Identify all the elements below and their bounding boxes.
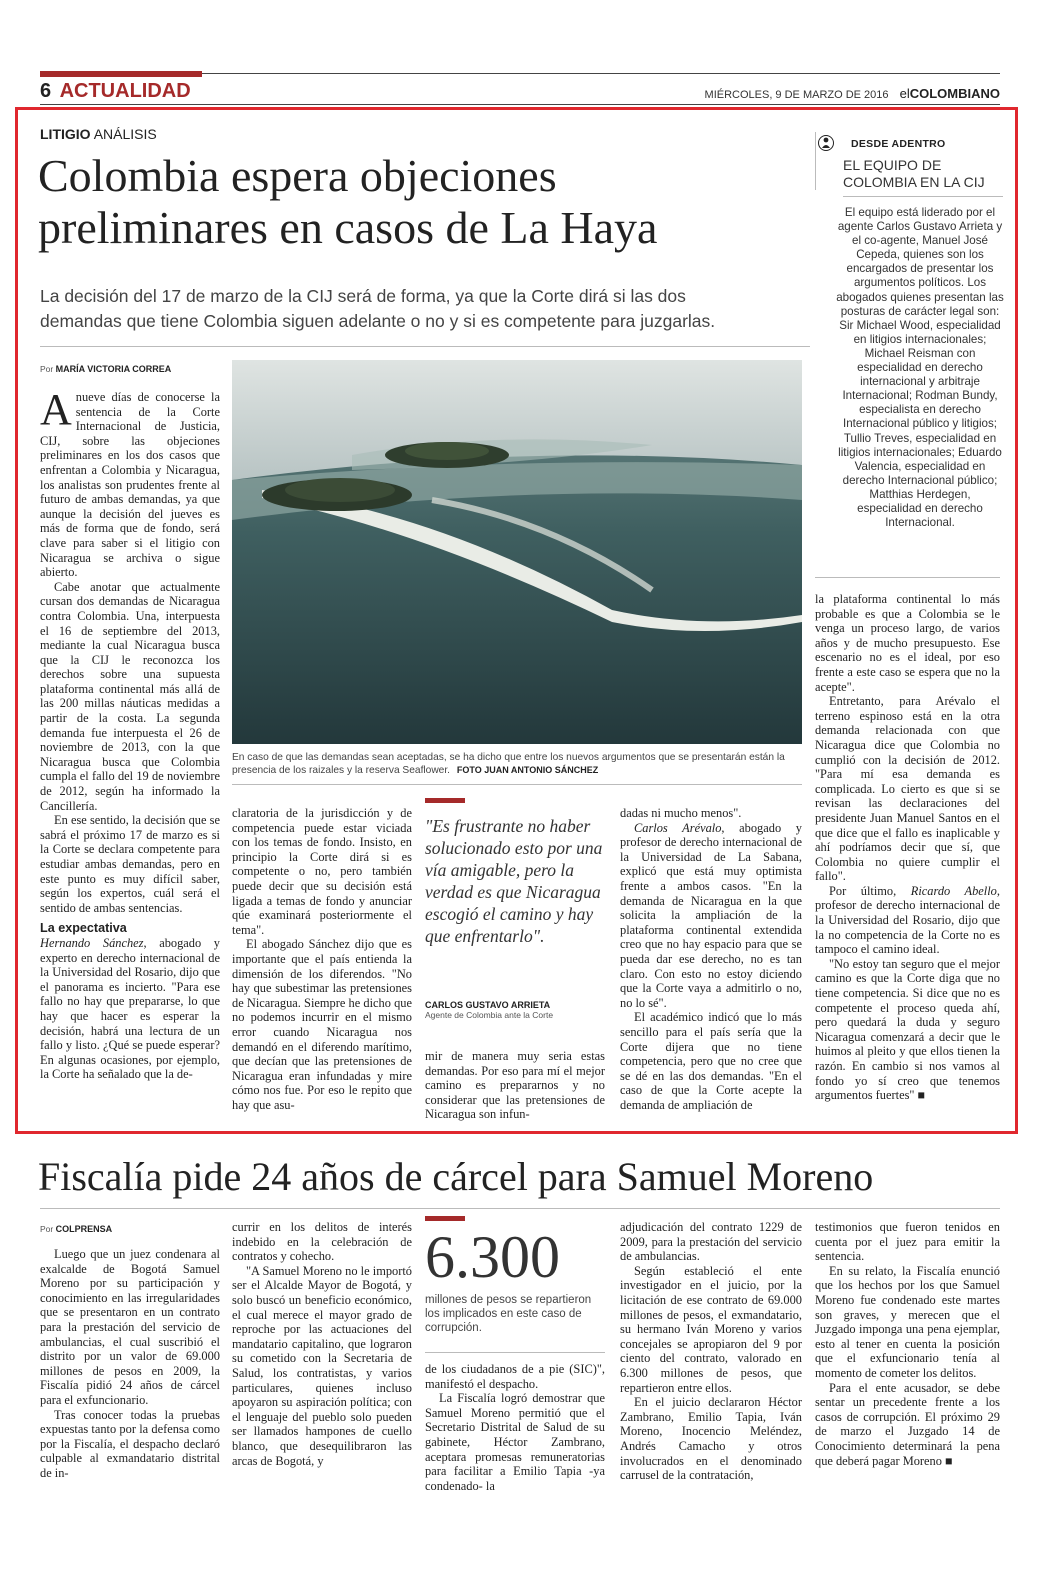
- brand-prefix: el: [899, 86, 910, 101]
- section-name: ACTUALIDAD: [59, 80, 191, 102]
- header-red-rule: [40, 71, 202, 77]
- island-photo: [232, 360, 802, 744]
- photo-caption: En caso de que las demandas sean aceptadas, se ha dicho que entre los nuevos argumentos que se presentarán están la presencia de los raizales y la reserva Seaflower. FOTO JUAN ANTONIO SÁNCHEZ: [232, 752, 785, 776]
- article-deck: La decisión del 17 de marzo de la CIJ será de forma, ya que la Corte dirá si las dos demandas que tiene Colombia siguen adelante o no y si es competente para juzgarlas.: [40, 286, 716, 331]
- header-thin-rule: [202, 73, 1000, 74]
- quote-attribution: [425, 1000, 605, 1020]
- article1-column-3: mir de manera muy seria estas demandas. Por eso para mí el mejor camino es prepararnos y no considerar que las pretensiones de Nicaragua son infun-: [425, 1049, 605, 1122]
- subhead-expectativa: La expectativa: [40, 921, 127, 936]
- sidebar-vertical-rule: [815, 132, 816, 190]
- article2-column-4: adjudicación del contrato 1229 de 2009, para la prestación del servicio de ambulancias. Según estableció el ente investigador en el juicio, por la licitación de ese contrato de 69.000 millones de pesos, el exmandatario, su hermano Iván Moreno y varios concejales se apropiaron del 9 por ciento del contrato, valorado en 6.300 millones de pesos, que repartieron entre ellos. En el juicio declararon Héctor Zambrano, Emilio Tapia, Iván Moreno, Inocencio Meléndez, Andrés Camacho y otros involucrados en el denominado carrusel de la contratación,: [620, 1220, 802, 1483]
- stat-number: 6.300: [425, 1224, 560, 1290]
- article2-column-2: currir en los delitos de interés indebido en la celebración de contratos y cohecho. "A Samuel Moreno no le importó ser el Alcalde Mayor de Bogotá, y solo buscó un beneficio económico, el cual merece el mayor grado de reproche por las actuaciones del mandatario capitalino, que lograron su cometido con la Secretaria de Salud, los contratistas, y varios particulares, quienes incluso apoyaron su aspiración política; con el lenguaje del pueblo solo pueden ser llamados hampones de cuello blanco, que desequilibraron las arcas de Bogotá, y: [232, 1220, 412, 1468]
- person-icon: [818, 133, 834, 153]
- issue-date: MIÉRCOLES, 9 DE MARZO DE 2016: [704, 89, 889, 101]
- stat-caption: millones de pesos se repartieron los implicados en este caso de corrupción.: [425, 1294, 592, 1334]
- page-header: [40, 80, 1000, 104]
- article2-headline: Fiscalía pide 24 años de cárcel para Samuel Moreno: [38, 1154, 874, 1199]
- article1-column-1: Anueve días de conocerse la sentencia de la Corte Internacional de Justicia, CIJ, sobre las objeciones preliminares en los dos casos que enfrentan a Colombia y Nicaragua, los analistas son prudentes frente al futuro de ambas demandas, ya que aunque la decisión del jueves es más de forma que de fondo, será clave para saber si el litigio con Nicaragua se archiva o sigue abierto. Cabe anotar que actualmente cursan dos demandas de Nicaragua contra Colombia. Una, interpuesta el 16 de septiembre del 2013, mediante la cual Nicaragua busca que la CIJ le reconozca los derechos sobre una supuesta plataforma continental más allá de las 200 millas náuticas medidas a partir de la costa. La segunda demanda fue interpuesta el 26 de noviembre de 2013, con la que Nicaragua busca que Colombia cumpla el fallo del 19 de noviembre de 2012, según ha informado la Cancillería. En ese sentido, la decisión que se sabrá el próximo 17 de marzo es si la Corte se declara competente para estudiar ambas demandas, pero en este punto es muy difícil saber, según los expertos, cuál será el sentido de ambas sentencias. La expectativa Hernando Sánchez, abogado y experto en derecho internacional de la Universidad del Rosario, dijo que el panorama es incierto. "Para ese fallo no hay que prepararse, lo que hay que hacer es esperar la decisión, habrá una lectura de un fallo y listo. ¿Qué se puede esperar? En algunas ocasiones, por ejemplo, la Corte ha señalado que la de-: [40, 390, 220, 1082]
- deck-rule: [40, 346, 810, 347]
- article2-headline-rule: [40, 1208, 1000, 1209]
- sidebar-title: EL EQUIPO DE COLOMBIA EN LA CIJ: [843, 157, 985, 190]
- article2-column-5: testimonios que fueron tenidos en cuenta por el juez para emitir la sentencia. En su relato, la Fiscalía enunció que los hechos por los que Samuel Moreno fue condenado este martes son graves, y merecen que el Juzgado imponga una pena ejemplar, esto al tener en cuenta la posición que el exfuncionario tenía al momento de cometer los delitos. Para el ente acusador, se debe sentar un precedente frente a los casos de corrupción. El próximo 29 de marzo el Juzgado 14 de Conocimiento determinará la pena que deberá pagar Moreno ■: [815, 1220, 1000, 1468]
- header-bottom-rule: [40, 104, 1000, 105]
- article1-column-4: dadas ni mucho menos". Carlos Arévalo, abogado y profesor de derecho internacional de la Universidad de La Sabana, explicó que está muy optimista frente a ambos casos. "En la demanda de Nicaragua en la que solicita la ampliación de la plataforma continental extendida creo que no hay espacio para que se pueda dar ese derecho, no es tan claro. Con esto no estoy diciendo que la Corte vaya a admitirlo o no, no lo sé". El académico indicó que lo más sencillo para el país sería que la Corte dijera que no tiene competencia, pero que no cree que se dé en las dos demandas. "En el caso de que la Corte acepte la demanda de ampliación de: [620, 806, 802, 1112]
- stat-bottom-rule: [425, 1352, 605, 1353]
- photo-credit: FOTO JUAN ANTONIO SÁNCHEZ: [456, 765, 599, 775]
- page-number: 6: [40, 80, 52, 102]
- article-headline: Colombia espera objeciones preliminares en casos de La Haya: [38, 150, 658, 253]
- article2-byline: Por COLPRENSA: [40, 1224, 113, 1234]
- caption-rule: [232, 784, 802, 785]
- pull-quote: "Es frustrante no haber solucionado esto por una vía amigable, pero la verdad es que Nicaragua escogió el camino y hay que enfrentarlo".: [425, 816, 603, 946]
- quote-author: CARLOS GUSTAVO ARRIETA: [425, 1000, 551, 1010]
- sidebar-body: El equipo está liderado por el agente Carlos Gustavo Arrieta y el co-agente, Manuel José Cepeda, quienes son los encargados de presentar los argumentos políticos. Los abogados quienes presentan las posturas de carácter legal son: Sir Michael Wood, especialidad en litigios internacionales; Michael Reisman con especialidad en derecho internacional y arbitraje Internacional; Rodman Bundy, especialista en derecho Internacional público y litigios; Tullio Treves, especialidad en litigios internacionales; Eduardo Valencia, especialidad en derecho Internacional público; Matthias Herdegen, especialidad en derecho Internacional.: [836, 206, 1004, 530]
- article2-column-3: de los ciudadanos de a pie (SIC)", manifestó el despacho. La Fiscalía logró demostrar que Samuel Moreno permitió que el Secretario Distrital de Salud de su gabinete, Héctor Zambrano, aceptara promesas remuneratorias para facilitar a Emilio Tapia -ya condenado- la: [425, 1362, 605, 1493]
- brand-name: COLOMBIANO: [909, 86, 1000, 101]
- byline: Por MARÍA VICTORIA CORREA: [40, 364, 172, 374]
- sidebar-title-rule: [843, 196, 1003, 197]
- article-kicker: LITIGIO ANÁLISIS: [40, 126, 157, 142]
- article2-column-1: Luego que un juez condenara al exalcalde de Bogotá Samuel Moreno por su participación y conocimiento en las irregularidades que se presentaron en un contrato para la prestación del servicio de ambulancias, el cual suscribió el distrito por un valor de 69.000 millones de pesos en 2009, la Fiscalía pidió 24 años de cárcel para el exfuncionario. Tras conocer todas la pruebas expuestas tanto por la defensa como por la Fiscalía, el despacho declaró culpable al exmandatario distrital de in-: [40, 1247, 220, 1480]
- article1-column-2: claratoria de la jurisdicción y de competencia puede estar viciada con los temas de fondo. Insisto, en principio la Corte dirá si es competente o no, pero también puede decir que su decisión está ligada a temas de fondo y anunciar qúe examinará posteriormente el tema". El abogado Sánchez dijo que es importante que el país entienda la dimensión de los diferendos. "No hay que subestimar las pretensiones de Nicaragua. Siempre he dicho que no podemos incurrir en el mismo error cuando Nicaragua nos demandó en el diferendo marítimo, que decían que las pretensiones de Nicaragua eran infundadas y mire cómo nos fue. Por eso le repito que hay que asu-: [232, 806, 412, 1112]
- quote-role: Agente de Colombia ante la Corte: [425, 1010, 554, 1020]
- stat-rule: [425, 1216, 465, 1221]
- sidebar-bottom-rule: [815, 577, 1000, 578]
- pull-quote-rule: [425, 798, 465, 803]
- end-mark: ■: [945, 1453, 953, 1468]
- end-mark: ■: [917, 1088, 926, 1103]
- sidebar-label: DESDE ADENTRO: [851, 138, 946, 150]
- dropcap: A: [40, 390, 72, 434]
- article1-column-5: la plataforma continental lo más probable es que a Colombia se le venga un proceso largo, de varios años y de mucho presupuesto. Ese escenario no es el ideal, por eso frente a este caso se espera que no la acepte". Entretanto, para Arévalo el terreno espinoso está en la otra demanda relacionada con que Nicaragua dice que Colombia no cumplió con la decisión de 2012. "Para mí esa demanda es complicada. Lo cierto es que si se revisan las declaraciones del presidente Juan Manuel Santos en el que dice que el fallo es inaplicable y ahí podríamos decir que sí, que Colombia no quiere cumplir el fallo". Por último, Ricardo Abello, profesor de derecho internacional de la Universidad del Rosario, dijo que la no competencia de la Corte no es tampoco el camino ideal. "No estoy tan seguro que el mejor camino es que la Corte diga que no tiene competencia. Si dice que no es competente el proceso queda ahí, pero quedará la duda y seguro Nicaragua comenzará a decir que le huimos al pleito y que ellos tienen la razón. En cambio si nos vamos al fondo yo sí creo que tenemos argumentos fuertes" ■: [815, 592, 1000, 1103]
